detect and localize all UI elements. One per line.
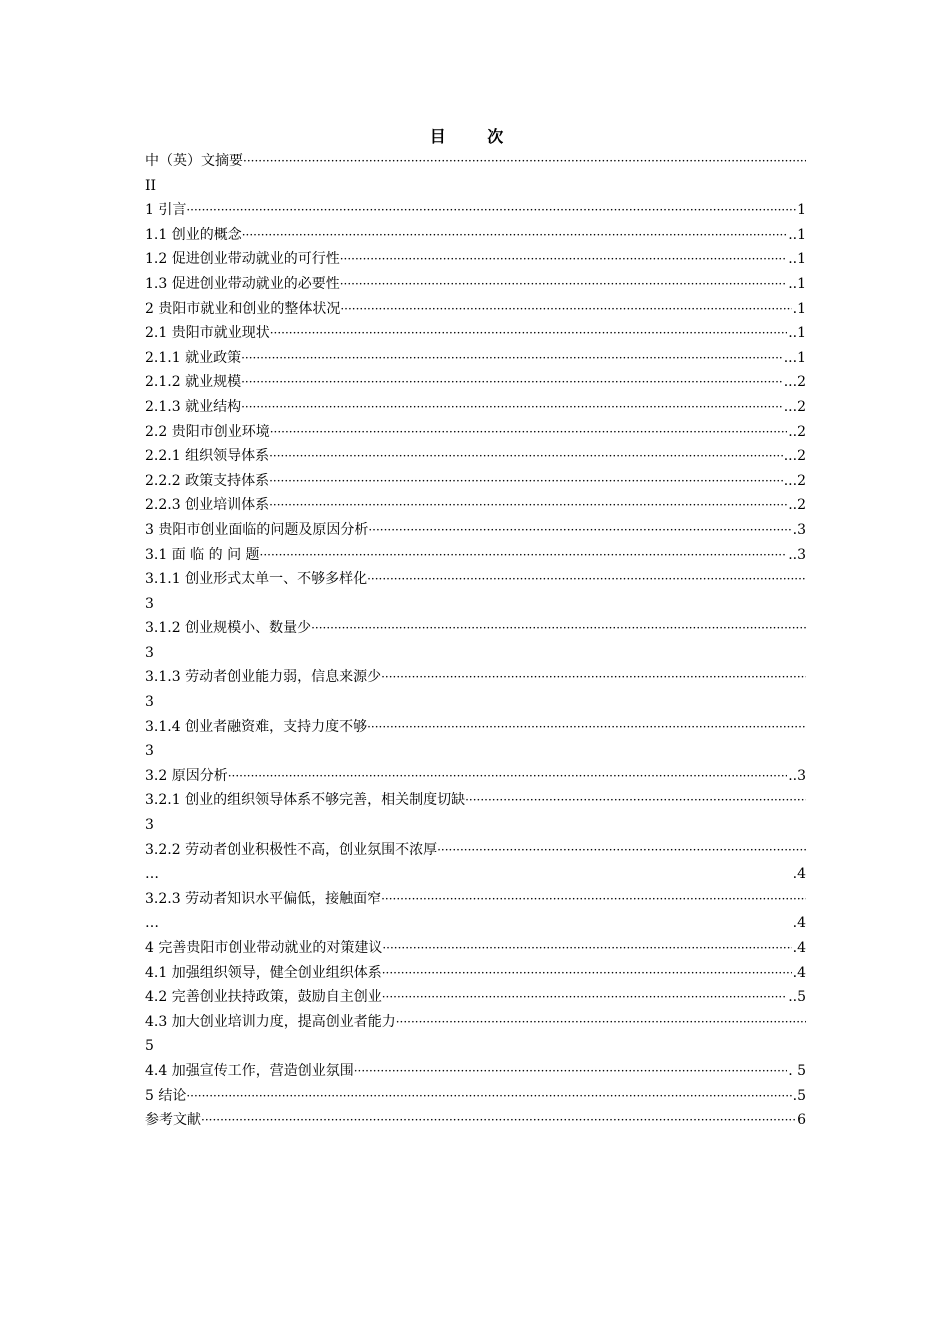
toc-entry-page: 3 bbox=[145, 644, 154, 661]
toc-entry-page: .5 bbox=[792, 1087, 806, 1104]
toc-entry-label: 2.2.2 政策支持体系 bbox=[145, 472, 270, 489]
dot-leader bbox=[382, 985, 787, 1010]
toc-entry-label: 参考文献 bbox=[145, 1112, 201, 1129]
toc-entry[interactable] bbox=[145, 1084, 806, 1109]
toc-list bbox=[145, 149, 806, 1133]
toc-entry[interactable] bbox=[145, 543, 806, 568]
toc-entry-page: ..2 bbox=[788, 423, 806, 440]
dot-leader bbox=[269, 493, 787, 518]
dot-leader bbox=[465, 788, 806, 813]
toc-entry-page: .3 bbox=[792, 521, 806, 538]
toc-entry-page: 3 bbox=[145, 743, 154, 760]
dot-leader bbox=[354, 1059, 787, 1084]
toc-entry[interactable] bbox=[145, 321, 806, 346]
toc-entry[interactable] bbox=[145, 247, 806, 272]
toc-entry-label: 4.3 加大创业培训力度，提高创业者能力 bbox=[145, 1013, 396, 1030]
toc-entry[interactable] bbox=[145, 493, 806, 518]
toc-entry-page: .4 bbox=[792, 915, 806, 932]
toc-entry[interactable] bbox=[145, 370, 806, 395]
toc-entry[interactable] bbox=[145, 838, 806, 887]
toc-entry-label: 3.1.4 创业者融资难，支持力度不够 bbox=[145, 718, 368, 735]
dot-leader bbox=[260, 543, 788, 568]
toc-entry-label: 4.2 完善创业扶持政策，鼓励自主创业 bbox=[145, 989, 382, 1006]
dot-leader bbox=[269, 444, 783, 469]
toc-entry-label: 4 完善贵阳市创业带动就业的对策建议 bbox=[145, 940, 383, 956]
toc-entry-label: 4.4 加强宣传工作，营造创业氛围 bbox=[145, 1062, 354, 1079]
toc-entry-label: 2.2.3 创业培训体系 bbox=[145, 497, 270, 514]
dot-leader bbox=[241, 346, 783, 371]
toc-entry[interactable] bbox=[145, 616, 806, 665]
toc-entry-label: 2.1.2 就业规模 bbox=[145, 374, 242, 391]
toc-entry[interactable] bbox=[145, 985, 806, 1010]
dot-leader bbox=[367, 715, 806, 740]
toc-entry-page: 3 bbox=[145, 595, 154, 612]
toc-entry-label: 4.1 加强组织领导，健全创业组织体系 bbox=[145, 964, 382, 981]
dot-leader bbox=[243, 149, 806, 174]
dot-leader bbox=[382, 936, 791, 961]
toc-entry[interactable] bbox=[145, 297, 806, 322]
toc-entry-label: 3.2.3 劳动者知识水平偏低，接触面窄 bbox=[145, 890, 382, 907]
dot-leader bbox=[396, 1010, 806, 1035]
toc-entry[interactable] bbox=[145, 1010, 806, 1059]
toc-entry-label: 3.1 面 临 的 问 题 bbox=[145, 546, 260, 563]
toc-entry-page: ...1 bbox=[783, 349, 806, 366]
toc-entry-page: ..3 bbox=[788, 767, 806, 784]
toc-entry[interactable] bbox=[145, 444, 806, 469]
toc-entry[interactable] bbox=[145, 764, 806, 789]
toc-entry[interactable] bbox=[145, 961, 806, 986]
toc-entry[interactable] bbox=[145, 567, 806, 616]
toc-entry[interactable] bbox=[145, 715, 806, 764]
toc-entry[interactable] bbox=[145, 395, 806, 420]
dot-leader bbox=[201, 1108, 796, 1133]
toc-entry[interactable] bbox=[145, 420, 806, 445]
dot-leader bbox=[381, 665, 806, 690]
dot-leader bbox=[382, 961, 792, 986]
toc-entry-page: 3 bbox=[145, 817, 154, 834]
toc-entry-label: 3 贵阳市创业面临的问题及原因分析 bbox=[145, 521, 369, 538]
toc-entry-page: 5 bbox=[145, 1038, 154, 1055]
dot-leader bbox=[340, 247, 787, 272]
toc-entry-label: 3.2.2 劳动者创业积极性不高，创业氛围不浓厚 bbox=[145, 841, 438, 858]
toc-entry-page: .4 bbox=[792, 940, 806, 956]
dot-leader bbox=[340, 297, 791, 322]
toc-entry-page: .4 bbox=[792, 866, 806, 883]
toc-entry-label: 3.2 原因分析 bbox=[145, 767, 228, 784]
toc-entry[interactable] bbox=[145, 788, 806, 837]
toc-entry-label: 3.1.2 创业规模小、数量少 bbox=[145, 620, 312, 637]
dot-leader bbox=[241, 395, 783, 420]
toc-entry-label: 3.1.3 劳动者创业能力弱，信息来源少 bbox=[145, 669, 382, 686]
toc-entry-label: 1.1 创业的概念 bbox=[145, 226, 242, 243]
dot-leader bbox=[368, 518, 791, 543]
dot-leader bbox=[228, 764, 787, 789]
toc-entry-page: ..5 bbox=[788, 989, 806, 1006]
dot-leader bbox=[270, 321, 787, 346]
toc-entry-page: ...2 bbox=[783, 448, 806, 465]
toc-entry-label: 1.3 促进创业带动就业的必要性 bbox=[145, 275, 340, 292]
toc-entry-label: 2.2.1 组织领导体系 bbox=[145, 448, 270, 465]
toc-entry-label: 1 引言 bbox=[145, 202, 187, 219]
dot-leader-continued: … bbox=[145, 915, 159, 932]
dot-leader bbox=[186, 198, 796, 223]
toc-entry-page: 6 bbox=[797, 1112, 806, 1129]
toc-entry-page: 1 bbox=[797, 202, 806, 219]
dot-leader-continued: … bbox=[145, 866, 159, 883]
toc-entry[interactable] bbox=[145, 665, 806, 714]
toc-entry-label: 2.2 贵阳市创业环境 bbox=[145, 423, 270, 440]
toc-entry-label: 5 结论 bbox=[145, 1087, 187, 1104]
dot-leader bbox=[367, 567, 806, 592]
dot-leader bbox=[381, 887, 806, 912]
toc-entry-page: .4 bbox=[792, 964, 806, 981]
toc-entry-label: 3.1.1 创业形式太单一、不够多样化 bbox=[145, 571, 368, 588]
toc-entry-page: .1 bbox=[792, 300, 806, 317]
toc-entry[interactable] bbox=[145, 887, 806, 936]
toc-title: 目 次 bbox=[429, 127, 522, 146]
toc-entry-page: II bbox=[145, 177, 157, 194]
toc-entry-label: 中（英）文摘要 bbox=[145, 153, 243, 169]
dot-leader bbox=[186, 1084, 791, 1109]
toc-entry[interactable] bbox=[145, 469, 806, 494]
toc-entry-label: 1.2 促进创业带动就业的可行性 bbox=[145, 251, 340, 268]
dot-leader bbox=[241, 370, 783, 395]
toc-entry-page: ..1 bbox=[788, 275, 806, 292]
toc-entry[interactable] bbox=[145, 223, 806, 248]
toc-entry[interactable] bbox=[145, 149, 806, 198]
toc-entry-page: ..1 bbox=[788, 325, 806, 342]
toc-entry-page: ..1 bbox=[788, 251, 806, 268]
toc-entry-page: ..3 bbox=[788, 546, 806, 563]
toc-entry-page: ..1 bbox=[788, 226, 806, 243]
toc-entry-label: 3.2.1 创业的组织领导体系不够完善，相关制度切缺 bbox=[145, 792, 466, 809]
toc-entry[interactable] bbox=[145, 346, 806, 371]
toc-entry[interactable] bbox=[145, 272, 806, 297]
dot-leader bbox=[270, 420, 787, 445]
toc-entry-page: ..2 bbox=[788, 497, 806, 514]
toc-entry-label: 2.1.1 就业政策 bbox=[145, 349, 242, 366]
toc-entry[interactable] bbox=[145, 518, 806, 543]
toc-entry-page: ...2 bbox=[783, 472, 806, 489]
dot-leader bbox=[311, 616, 806, 641]
toc-entry-label: 2.1.3 就业结构 bbox=[145, 398, 242, 415]
toc-entry[interactable] bbox=[145, 1059, 806, 1084]
dot-leader bbox=[437, 838, 806, 863]
dot-leader bbox=[340, 272, 787, 297]
toc-entry-page: 3 bbox=[145, 694, 154, 711]
toc-entry-page: . 5 bbox=[788, 1062, 806, 1079]
toc-entry-label: 2 贵阳市就业和创业的整体状况 bbox=[145, 300, 341, 317]
toc-page bbox=[145, 125, 806, 1133]
dot-leader bbox=[269, 469, 783, 494]
dot-leader bbox=[242, 223, 787, 248]
toc-entry-label: 2.1 贵阳市就业现状 bbox=[145, 325, 270, 342]
toc-entry-page: ...2 bbox=[783, 398, 806, 415]
toc-entry[interactable] bbox=[145, 198, 806, 223]
toc-entry[interactable] bbox=[145, 1108, 806, 1133]
toc-entry-page: ...2 bbox=[783, 374, 806, 391]
toc-entry[interactable] bbox=[145, 936, 806, 961]
